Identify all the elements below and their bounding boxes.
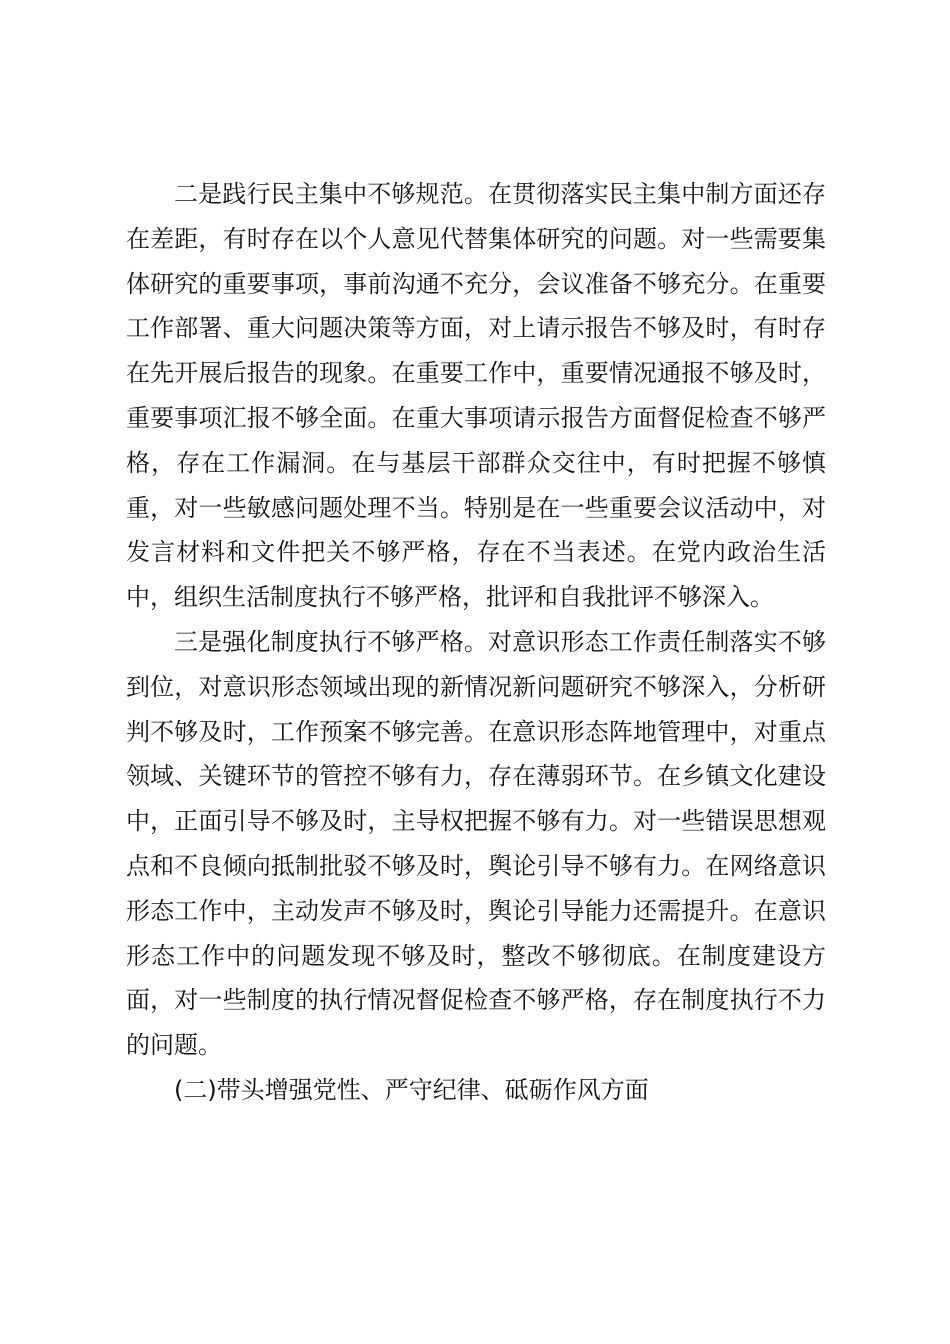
paragraph-democratic-centralism: 二是践行民主集中不够规范。在贯彻落实民主集中制方面还存在差距，有时存在以个人意见代替集体研究的问题。对一些需要集体研究的重要事项，事前沟通不充分，会议准备不够充分。在重要工作部署、重大问题决策等方面，对上请示报告不够及时，有时存在先开展后报告的现象。在重要工作中，重要情况通报不够及时，重要事项汇报不够全面。在重大事项请示报告方面督促检查不够严格，存在工作漏洞。在与基层干部群众交往中，有时把握不够慎重，对一些敏感问题处理不当。特别是在一些重要会议活动中，对发言材料和文件把关不够严格，存在不当表述。在党内政治生活中，组织生活制度执行不够严格，批评和自我批评不够深入。 [126,180,826,612]
paragraph-system-enforcement: 三是强化制度执行不够严格。对意识形态工作责任制落实不够到位，对意识形态领域出现的新情况新问题研究不够深入，分析研判不够及时，工作预案不够完善。在意识形态阵地管理中，对重点领域、关键环节的管控不够有力，存在薄弱环节。在乡镇文化建设中，正面引导不够及时，主导权把握不够有力。对一些错误思想观点和不良倾向抵制批驳不够及时，舆论引导不够有力。在网络意识形态工作中，主动发声不够及时，舆论引导能力还需提升。在意识形态工作中的问题发现不够及时，整改不够彻底。在制度建设方面，对一些制度的执行情况督促检查不够严格，存在制度执行不力的问题。 [126,627,826,1060]
section-heading-party-discipline: (二)带头增强党性、严守纪律、砥砺作风方面 [174,1075,649,1104]
document-body [126,172,826,1113]
